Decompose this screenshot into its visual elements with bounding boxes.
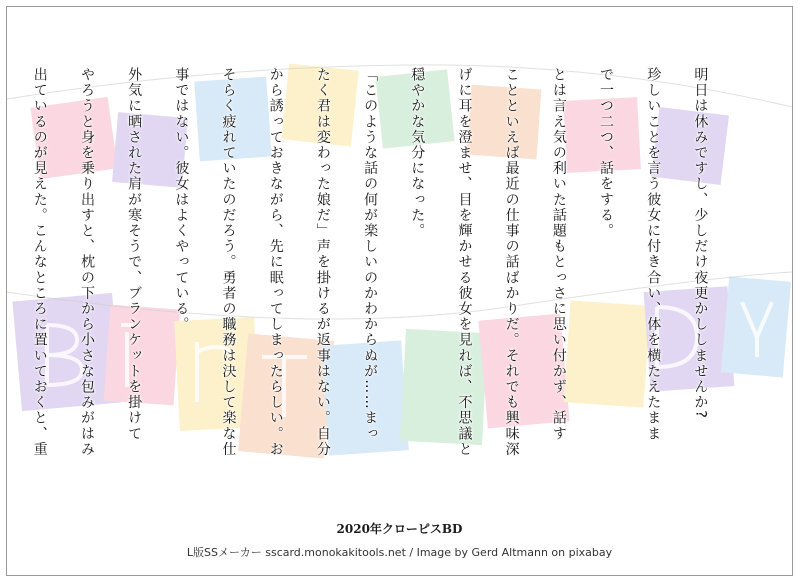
story-line: 珍しいことを言う彼女に付き合い、体を横たえたまま: [645, 67, 662, 442]
ss-card: [6, 6, 793, 576]
story-line: で一つ二つ、話をする。: [598, 67, 615, 239]
card-credit: L版SSメーカー sscard.monokakitools.net / Image by Gerd Altmann on pixabay: [186, 546, 613, 559]
story-line: たく君は変わった娘だ」声を掛けるが返事はない。自分: [314, 67, 331, 458]
story-line: から誘っておきながら、先に眠ってしまったらしい。お: [267, 67, 284, 458]
story-line: 出ているのが見えた。こんなところに置いておくと、重: [31, 67, 48, 458]
story-line: 「このような話の何が楽しいのかわからぬが……まっ: [362, 67, 379, 442]
story-line: やろうと身を乗り出すと、枕の下から小さな包みがはみ: [78, 67, 95, 458]
story-line: ことといえば最近の仕事の話ばかりだ。それでも興味深: [503, 67, 520, 458]
story-line: 外気に晒された肩が寒そうで、ブランケットを掛けて: [126, 67, 143, 442]
story-line: とは言え気の利いた話題もとっさに思い付かず、話す: [550, 67, 567, 442]
story-line: 事ではない。彼女はよくやっている。: [173, 67, 190, 333]
story-line: [0, 67, 1, 363]
card-title: 2020年クローピスBD: [336, 522, 463, 536]
story-line: 明日は休みですし、少しだけ夜更かししませんか?: [692, 67, 709, 420]
story-line: そらく疲れていたのだろう。勇者の職務は決して楽な仕: [220, 67, 237, 458]
story-line: げに耳を澄ませ、目を輝かせる彼女を見れば、不思議と: [456, 67, 473, 458]
story-line: 穏やかな気分になった。: [409, 67, 426, 239]
story-text: [31, 43, 735, 483]
